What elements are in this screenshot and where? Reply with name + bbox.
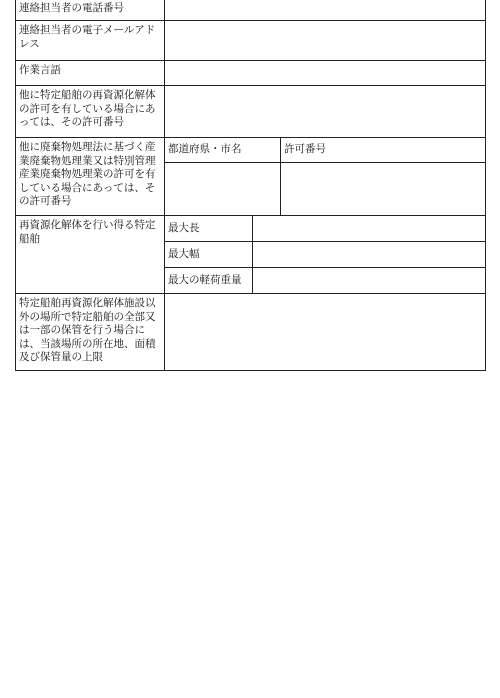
- language-label: 作業言語: [16, 61, 165, 86]
- waste-permit-label: 他に廃棄物処理法に基づく産業廃棄物処理業又は特別管理産業廃棄物処理業の許可を有している場合にあっては、その許可番号: [16, 138, 165, 216]
- email-input[interactable]: [165, 21, 486, 61]
- waste-permit-number-input[interactable]: [281, 163, 486, 216]
- storage-label: 特定船舶再資源化解体施設以外の場所で特定船舶の全部又は一部の保管を行う場合には、当該場所の所在地、面積及び保管量の上限: [16, 294, 165, 371]
- storage-row: [16, 294, 486, 371]
- max-length-label: 最大長: [165, 216, 253, 242]
- email-label: 連絡担当者の電子メールアドレス: [16, 21, 165, 61]
- language-input[interactable]: [165, 61, 486, 86]
- waste-permit-prefecture-input[interactable]: [165, 163, 281, 216]
- waste-permit-number-header: 許可番号: [281, 138, 486, 163]
- waste-permit-prefecture-header: 都道府県・市名: [165, 138, 281, 163]
- max-width-label: 最大幅: [165, 242, 253, 268]
- max-length-row: [16, 216, 486, 242]
- phone-input[interactable]: [165, 0, 486, 21]
- permit-other-label: 他に特定船舶の再資源化解体の許可を有している場合にあっては、その許可番号: [16, 86, 165, 138]
- email-row: [16, 21, 486, 61]
- application-form-table: [15, 0, 486, 371]
- language-row: [16, 61, 486, 86]
- waste-permit-header-row: [16, 138, 486, 163]
- phone-label: 連絡担当者の電話番号: [16, 0, 165, 21]
- permit-other-row: [16, 86, 486, 138]
- storage-input[interactable]: [165, 294, 486, 371]
- permit-other-input[interactable]: [165, 86, 486, 138]
- max-width-input[interactable]: [253, 242, 486, 268]
- phone-row: [16, 0, 486, 21]
- max-lightweight-label: 最大の軽荷重量: [165, 268, 253, 294]
- max-length-input[interactable]: [253, 216, 486, 242]
- ship-size-label: 再資源化解体を行い得る特定船舶: [16, 216, 165, 294]
- max-lightweight-input[interactable]: [253, 268, 486, 294]
